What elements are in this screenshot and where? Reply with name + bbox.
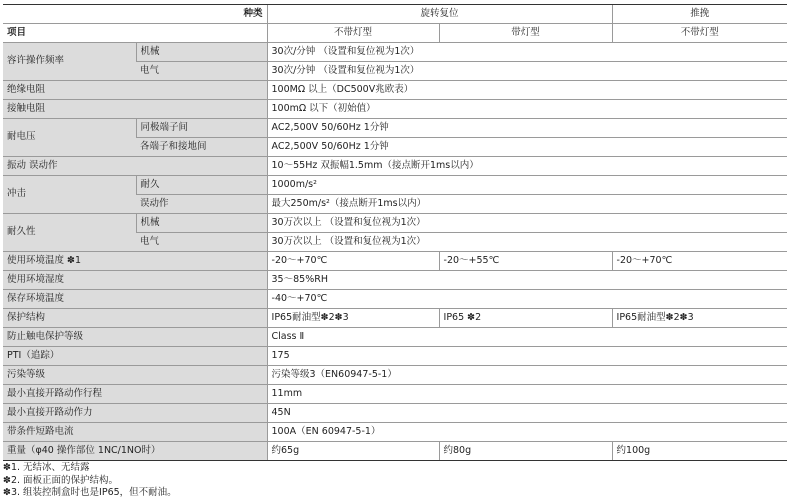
row-value: -20～+70℃ [612,252,787,271]
table-row [3,214,787,233]
table-row [3,290,787,309]
row-label: 使用环境湿度 [3,271,267,290]
row-label: 耐电压 [3,119,136,157]
table-row [3,347,787,366]
row-sublabel: 同极端子间 [136,119,267,138]
row-value: -20～+55℃ [439,252,612,271]
table-row [3,157,787,176]
row-sublabel: 电气 [136,62,267,81]
table-row [3,43,787,62]
table-row [3,100,787,119]
col-pushpull-no-lamp-header: 不带灯型 [612,24,787,43]
row-label: 带条件短路电流 [3,423,267,442]
row-sublabel: 机械 [136,214,267,233]
row-label: 最小直接开路动作行程 [3,385,267,404]
row-value: IP65 ✽2 [439,309,612,328]
row-value: 11mm [267,385,787,404]
row-value: AC2,500V 50/60Hz 1分钟 [267,119,787,138]
row-label: PTI（追踪） [3,347,267,366]
table-row [3,309,787,328]
header-row-2 [3,24,787,43]
row-label: 接触电阻 [3,100,267,119]
row-value: IP65耐油型✽2✽3 [612,309,787,328]
row-value: 45N [267,404,787,423]
row-value: 100mΩ 以下（初始值） [267,100,787,119]
row-label: 污染等级 [3,366,267,385]
row-sublabel: 电气 [136,233,267,252]
row-value: 30次/分钟 （设置和复位视为1次） [267,43,787,62]
row-value: 30万次以上 （设置和复位视为1次） [267,214,787,233]
table-row [3,423,787,442]
row-value: 约65g [267,442,439,461]
footnotes [3,462,177,500]
footnote-2: ✽2. 面板正面的保护结构。 [3,474,119,486]
group-pushpull-header: 推挽 [612,5,787,24]
col-no-lamp-header: 不带灯型 [267,24,439,43]
table-row [3,252,787,271]
table-row [3,404,787,423]
row-label: 使用环境温度 ✽1 [3,252,267,271]
row-label: 振动 误动作 [3,157,267,176]
row-value: 175 [267,347,787,366]
row-label: 保护结构 [3,309,267,328]
footnote-3: ✽3. 组装控制盒时也是IP65，但不耐油。 [3,487,177,498]
col-lamp-header: 带灯型 [439,24,612,43]
table-row [3,328,787,347]
row-label: 耐久性 [3,214,136,252]
row-value: IP65耐油型✽2✽3 [267,309,439,328]
row-value: 10～55Hz 双振幅1.5mm（接点断开1ms以内） [267,157,787,176]
row-value: 30万次以上 （设置和复位视为1次） [267,233,787,252]
row-value: AC2,500V 50/60Hz 1分钟 [267,138,787,157]
row-value: 1000m/s² [267,176,787,195]
row-value: 约100g [612,442,787,461]
table-row [3,81,787,100]
group-rotary-header: 旋转复位 [267,5,612,24]
spec-table [3,4,787,461]
table-row [3,119,787,138]
table-row [3,366,787,385]
row-label: 冲击 [3,176,136,214]
row-label: 最小直接开路动作力 [3,404,267,423]
item-header: 项目 [3,24,267,43]
row-value: 30次/分钟 （设置和复位视为1次） [267,62,787,81]
table-row [3,385,787,404]
row-value: 约80g [439,442,612,461]
row-label: 重量（φ40 操作部位 1NC/1NO时） [3,442,267,461]
row-label: 防止触电保护等级 [3,328,267,347]
row-value: Class Ⅱ [267,328,787,347]
row-value: -20～+70℃ [267,252,439,271]
row-sublabel: 耐久 [136,176,267,195]
row-sublabel: 误动作 [136,195,267,214]
row-value: 最大250m/s²（接点断开1ms以内） [267,195,787,214]
row-value: 35～85%RH [267,271,787,290]
row-value: 100A（EN 60947-5-1） [267,423,787,442]
row-label: 绝缘电阻 [3,81,267,100]
table-row [3,442,787,461]
table-row [3,176,787,195]
footnote-1: ✽1. 无结冰、无结露 [3,462,90,473]
row-sublabel: 机械 [136,43,267,62]
row-value: -40～+70℃ [267,290,787,309]
kind-header: 种类 [3,5,267,24]
row-label: 保存环境温度 [3,290,267,309]
row-label: 容许操作频率 [3,43,136,81]
row-value: 污染等级3（EN60947-5-1） [267,366,787,385]
table-row [3,271,787,290]
header-row-1 [3,5,787,24]
row-value: 100MΩ 以上（DC500V兆欧表） [267,81,787,100]
row-sublabel: 各端子和接地间 [136,138,267,157]
